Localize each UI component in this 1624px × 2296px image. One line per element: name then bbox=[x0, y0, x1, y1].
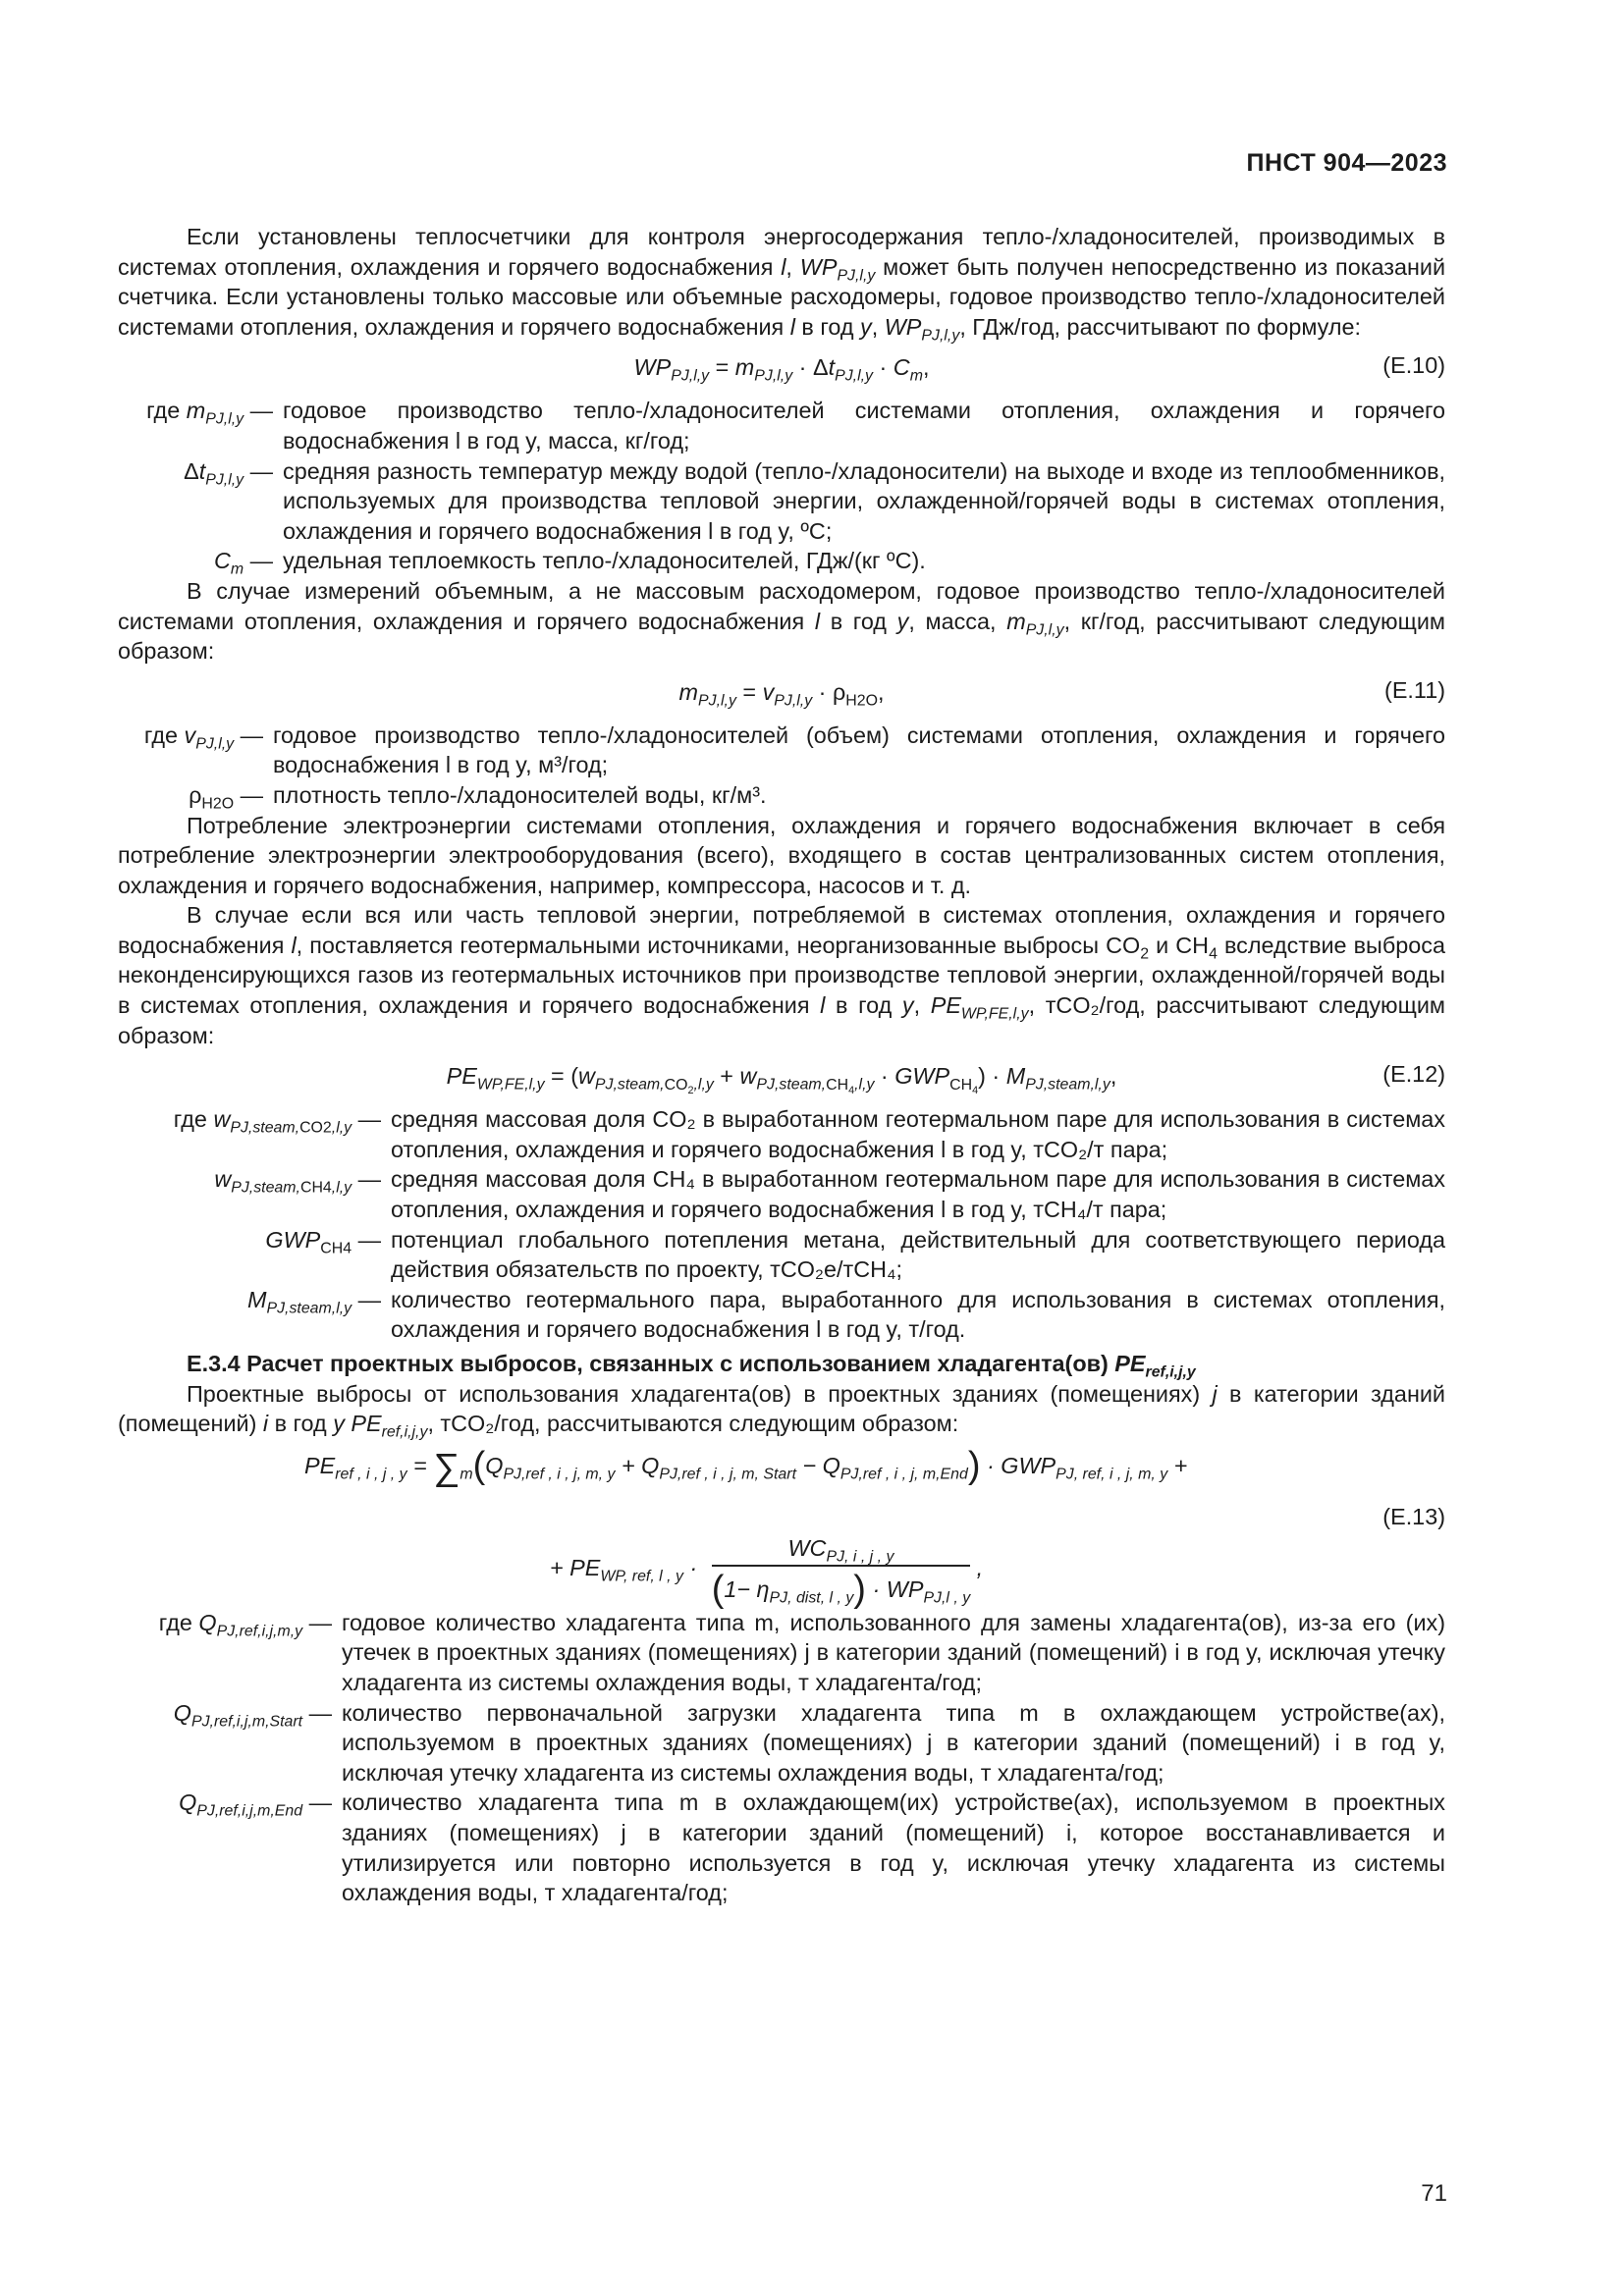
equation-number: (Е.12) bbox=[1382, 1061, 1445, 1088]
standard-code: ПНСТ 904—2023 bbox=[1246, 149, 1447, 177]
paragraph-e11-intro: В случае измерений объемным, а не массовым расходомером, годовое производство тепло-/хладоносителей системами отопления, охлаждения и горячего водоснабжения l в год y, масса, $m_{PJ,l,y}$, кг/год, рассчитывают следующим образом: bbox=[118, 577, 1445, 665]
section-heading-e34: Е.3.4 Расчет проектных выбросов, связанных с использованием хладагента(ов) $PE_{ref,i,j,y}$ bbox=[187, 1351, 1196, 1381]
definition-w-co2: где $w_{PJ,steam,CO2,l,y}$ — средняя массовая доля CO₂ в выработанном геотермальном паре для использования в системах отопления, охлаждения и горячего водоснабжения l в год y, тCO₂/т пара; bbox=[173, 1106, 1445, 1162]
equation-number: (Е.10) bbox=[1382, 352, 1445, 379]
formula-e13: $PE_{ref , i , j , y} = \sum_m(Q_{PJ,ref , i , j, m, y} + Q_{PJ,ref , i , j, m, Start} - Q_{PJ,ref , i , j, m,End}) \cdot GWP_{PJ, ref, i , j, m, y}$ + + $PE_{WP, ref, l , y}$ · $\frac{WC_{PJ, i , j , y}}{(1- \eta_{PJ, dist, l , y}) \cdot WP_{PJ,l , y}}$ , (Е.13) bbox=[304, 1444, 1445, 1611]
definition-q-start: $Q_{PJ,ref,i,j,m,Start}$ — количество первоначальной загрузки хладагента типа m в охлаждающем устройстве(ах), используемом в проектных зданиях (помещениях) j в категории зданий (помещений) i в год y, исключая утечку хладагента из системы охлаждения воды, т хладагента/год; bbox=[173, 1699, 1445, 1786]
paragraph-e12-intro: В случае если вся или часть тепловой энергии, потребляемой в системах отопления, охлаждения и горячего водоснабжения l, поставляется геотермальными источниками, неорганизованные выбросы $CO_2$ и $CH_4$ вследствие выброса неконденсирующихся газов из геотермальных источников при производстве тепловой энергии, охлажденной/горячей воды в системах отопления, охлаждения и горячего водоснабжения l в год y, $PE_{WP,FE,l,y}$, тCO₂/год, рассчитывают следующим образом: bbox=[118, 902, 1445, 1048]
definition-w-ch4: $w_{PJ,steam,CH4,l,y}$ — средняя массовая доля CH₄ в выработанном геотермальном паре для использования в системах отопления, охлаждения и горячего водоснабжения l в год y, тCH₄/т пара; bbox=[214, 1166, 1445, 1223]
definition-q-end: $Q_{PJ,ref,i,j,m,End}$ — количество хладагента типа m в охлаждающем(их) устройстве(ах), используемом в проектных зданиях (помещениях) j в категории зданий (помещений) i, которое восстанавливается и утилизируется или повторно используется в год y, исключая утечку хладагента из системы охлаждения воды, т хладагента/год; bbox=[179, 1789, 1445, 1906]
paragraph-e13-intro: Проектные выбросы от использования хладагента(ов) в проектных зданиях (помещениях) j в категории зданий (помещений) i в год y $PE_{ref,i,j,y}$, тCO₂/год, рассчитываются следующим образом: bbox=[118, 1380, 1445, 1441]
equation-number: (Е.11) bbox=[1384, 676, 1445, 703]
definition-m-steam: $M_{PJ,steam,l,y}$ — количество геотермального пара, выработанного для использования в системах отопления, охлаждения и горячего водоснабжения l в год y, т/год. bbox=[246, 1286, 1445, 1343]
formula-e11: $m_{PJ,l,y} = v_{PJ,l,y} \cdot \rho_{H2O}$, (Е.11) bbox=[678, 676, 1445, 710]
definition-delta-t: $\Delta t_{PJ,l,y}$ — средняя разность температур между водой (тепло-/хладоносители) на выходе и входе из теплообменников, используемых для производства тепловой энергии, охлажденной/горячей воды в системах отопления, охлаждения и горячего водоснабжения l в год y, ºС; bbox=[184, 457, 1445, 544]
definition-m: где $m_{PJ,l,y}$ — годовое производство тепло-/хладоносителей системами отопления, охлаждения и горячего водоснабжения l в год y, масса, кг/год; bbox=[146, 398, 1445, 454]
definition-q: где $Q_{PJ,ref,i,j,m,y}$ — годовое количество хладагента типа m, использованного для замены хладагента(ов), из-за его (их) утечек в проектных зданиях (помещениях) j в категории зданий (помещений) i в год y, исключая утечку хладагента из системы охлаждения воды, т хладагента/год; bbox=[158, 1609, 1445, 1695]
paragraph-e10-intro: Если установлены теплосчетчики для контроля энергосодержания тепло-/хладоносителей, производимых в системах отопления, охлаждения и горячего водоснабжения l, $WP_{PJ,l,y}$ может быть получен непосредственно из показаний счетчика. Если установлены только массовые или объемные расходомеры, годовое производство тепло-/хладоносителей системами отопления, охлаждения и горячего водоснабжения l в год y, $WP_{PJ,l,y}$, ГДж/год, рассчитывают по формуле: bbox=[118, 224, 1446, 345]
equation-number: (Е.13) bbox=[1382, 1503, 1445, 1529]
definition-gwp: $GWP_{CH4}$ — потенциал глобального потепления метана, действительный для соответствующего периода действия обязательств по проекту, тCO₂е/тCH₄; bbox=[265, 1226, 1445, 1283]
definition-v: где $v_{PJ,l,y}$ — годовое производство тепло-/хладоносителей (объем) системами отопления, охлаждения и горячего водоснабжения l в год y, м³/год; bbox=[143, 721, 1445, 778]
definition-cm: $C_m$ — удельная теплоемкость тепло-/хладоносителей, ГДж/(кг ºС). bbox=[213, 548, 926, 578]
definition-rho: $\rho_{H2O}$ — плотность тепло-/хладоносителей воды, кг/м³. bbox=[189, 781, 767, 813]
page-number: 71 bbox=[1421, 2180, 1447, 2207]
paragraph-electricity: Потребление электроэнергии системами отопления, охлаждения и горячего водоснабжения включает в себя потребление электроэнергии электрооборудования (всего), входящего в состав централизованных систем отопления, охлаждения и горячего водоснабжения, например, компрессора, насосов и т. д. bbox=[118, 812, 1445, 898]
formula-e10: $WP_{PJ,l,y} = m_{PJ,l,y} \cdot \Delta t_{PJ,l,y} \cdot C_m$, (Е.10) bbox=[633, 352, 1445, 385]
page-content bbox=[118, 222, 1445, 1908]
formula-e12: $PE_{WP,FE,l,y} = (w_{PJ,steam,CO_2,l,y} + w_{PJ,steam,CH_4,l,y} \cdot GWP_{CH_4}) \cdot M_{PJ,steam,l,y}$, (Е.12) bbox=[446, 1061, 1445, 1096]
